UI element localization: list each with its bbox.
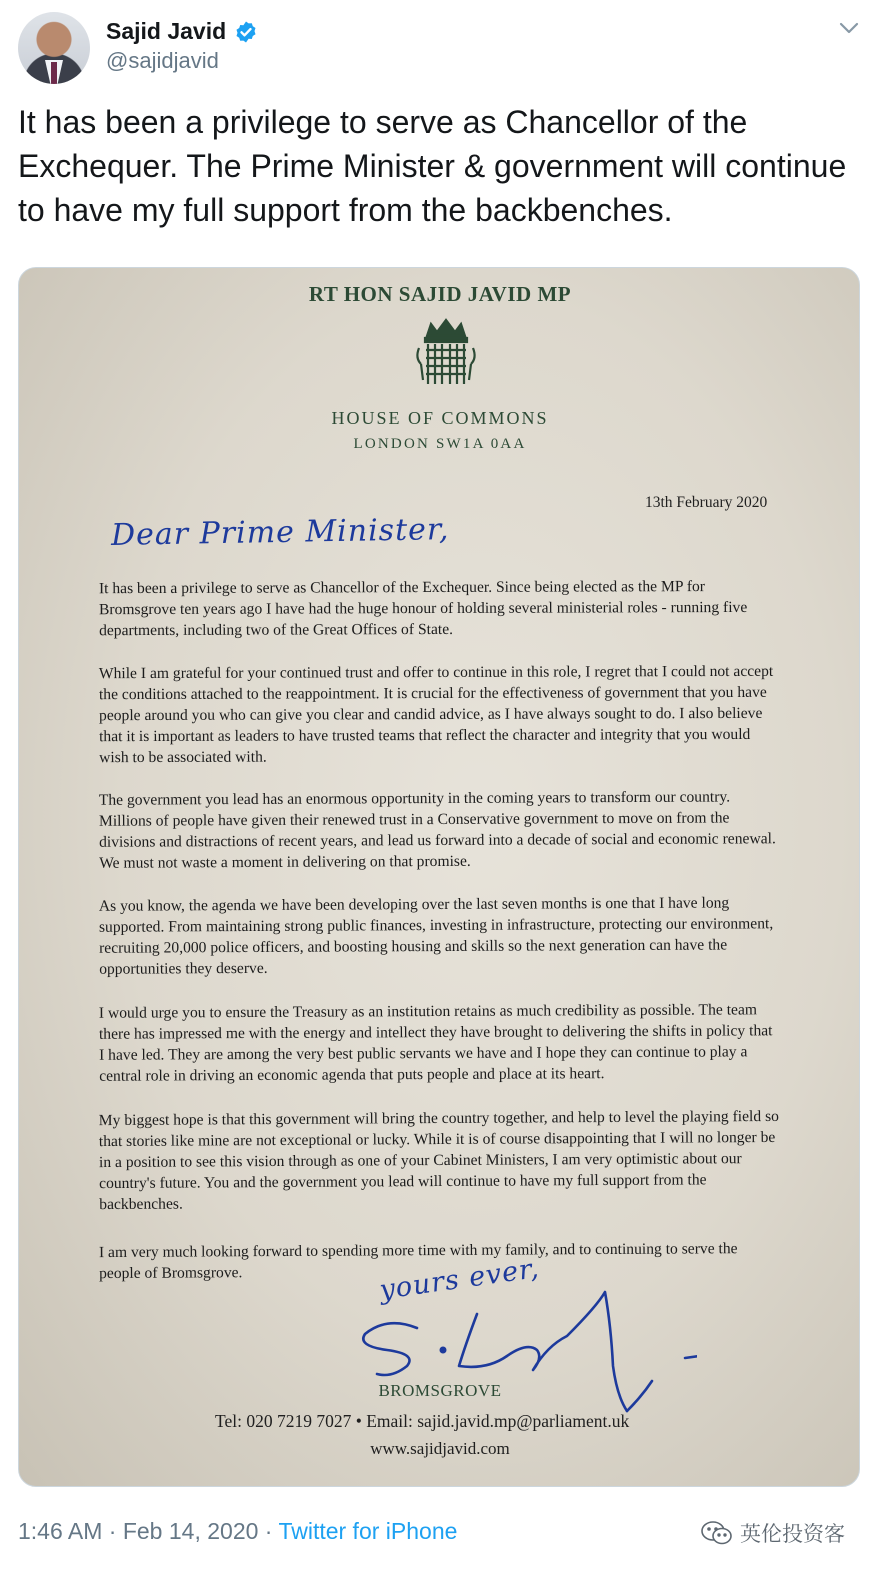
letterhead-address: LONDON SW1A 0AA (353, 436, 527, 452)
meta-separator: · (102, 1518, 123, 1544)
chevron-down-icon[interactable] (836, 18, 862, 38)
author-handle[interactable]: @sajidjavid (106, 48, 219, 73)
letter-paragraph: While I am grateful for your continued trust and offer to continue in this role, I regret that I could not accept the conditions attached to the reappointment. It is crucial for the effectiveness of government that you have people around you who can give you clear and candid advice, as I have always sought to do. I also believe that it is important as leaders to have trusted teams that reflect the character and integrity that you would wish to be associated with. (98, 662, 774, 767)
letterhead-title: RT HON SAJID JAVID MP (308, 282, 572, 306)
letter-constituency: BROMSGROVE (378, 1381, 502, 1400)
avatar-tie (51, 62, 57, 84)
letter-paragraph: As you know, the agenda we have been developing over the last seven months is one that I have long supported. From maintaining strong public finances, investing in infrastructure, protecting our environment, recruiting 20,000 police officers, and boosting housing and skills so the next generation can have the opportunities they deserve. (98, 894, 774, 978)
tweet-source-link[interactable]: Twitter for iPhone (278, 1518, 458, 1544)
letterhead-house: HOUSE OF COMMONS (331, 408, 549, 428)
watermark (700, 1518, 845, 1548)
verified-badge-icon (234, 20, 258, 44)
letter-website: www.sajidjavid.com (370, 1439, 510, 1458)
letter-paragraph: The government you lead has an enormous opportunity in the coming years to transform our country. Millions of people have given their renewed trust in a Conservative government to move on from the divisions and distractions of recent years, and lead us forward into a decade of social and economic renewal. We must not waste a moment in delivering on that promise. (98, 788, 776, 872)
letter-paragraph: I am very much looking forward to spending more time with my family, and to continuing to serve the people of Bromsgrove. (98, 1240, 738, 1283)
author-name[interactable]: Sajid Javid (106, 18, 227, 44)
tweet-header (0, 0, 886, 90)
watermark-text: 英伦投资客 (740, 1523, 845, 1546)
letter-paragraph: My biggest hope is that this government will bring the country together, and help to level the playing field so that stories like mine are not exceptional or lucky. While it is of course disappointing that I will no longer be in a position to see this vision through as one of your Cabinet Ministers, I am very optimistic about our country's future. You and the government you lead will continue to have my full support from the backbenches. (98, 1107, 779, 1214)
name-row (106, 18, 258, 45)
tweet-time[interactable]: 1:46 AM (18, 1518, 103, 1544)
handwritten-salutation: Dear Prime Minister, (110, 512, 450, 553)
tweet-text: It has been a privilege to serve as Chancellor of the Exchequer. The Prime Minister & government will continue to have my full support from the backbenches. (18, 104, 847, 228)
signature-icon (337, 1286, 697, 1426)
tweet-meta (18, 1518, 457, 1545)
letter-contact: Tel: 020 7219 7027 • Email: sajid.javid.mp@parliament.uk (215, 1411, 630, 1431)
portcullis-crest-icon (413, 318, 479, 390)
letter-paragraph: It has been a privilege to serve as Chancellor of the Exchequer. Since being elected as the MP for Bromsgrove ten years ago I have had the huge honour of holding several ministerial roles - running five departments, including two of the Great Offices of State. (98, 578, 748, 640)
letter-image[interactable] (18, 267, 860, 1487)
letter-paragraph: I would urge you to ensure the Treasury as an institution retains as much credibility as possible. The team there has impressed me with the energy and intellect they have brought to delivering the shifts in policy that I have led. They are among the very best public servants we have and I hope they can continue to play a central role in driving an economic agenda that puts people and place at its heart. (98, 1001, 773, 1085)
handwritten-closing: yours ever, (377, 1252, 542, 1307)
meta-separator: · (258, 1518, 279, 1544)
letter-date: 13th February 2020 (645, 494, 768, 511)
tweet-date[interactable]: Feb 14, 2020 (122, 1518, 259, 1544)
avatar[interactable] (18, 12, 90, 84)
wechat-icon (700, 1520, 734, 1546)
